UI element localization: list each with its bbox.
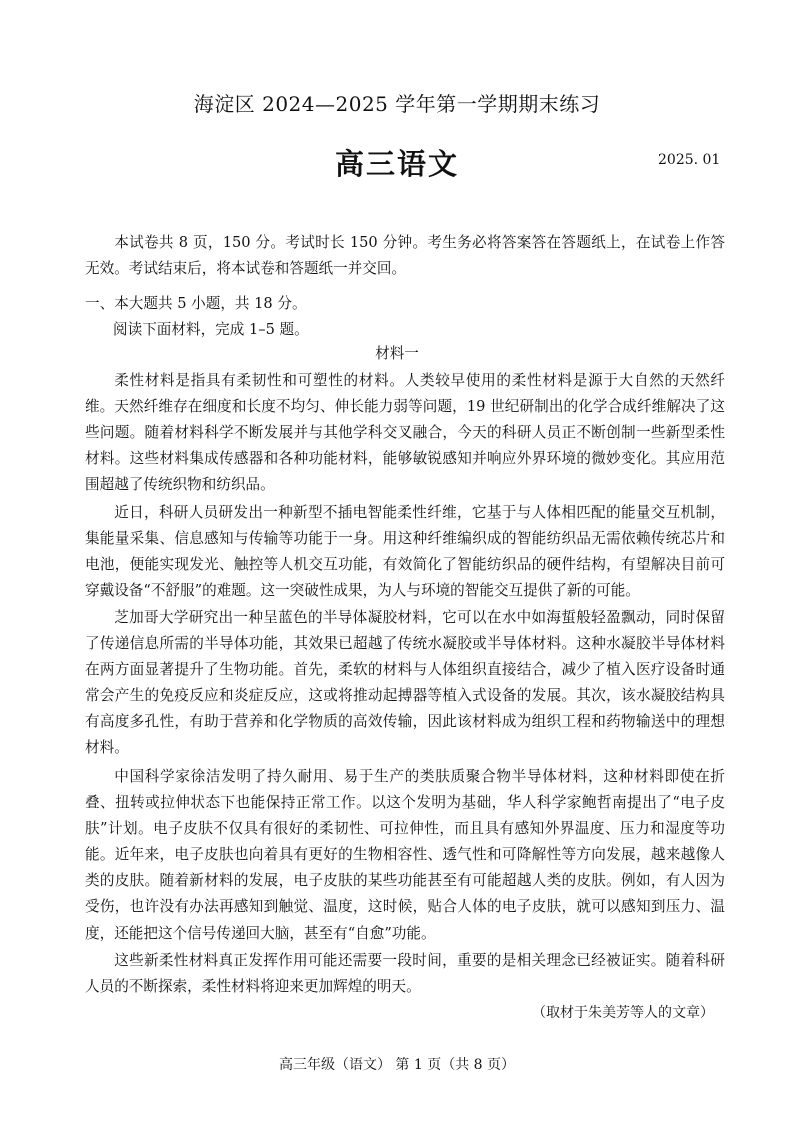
exam-title: 海淀区 2024—2025 学年第一学期期末练习 bbox=[193, 92, 601, 116]
subject-title: 高三语文 bbox=[334, 147, 459, 181]
paragraph-1: 柔性材料是指具有柔韧性和可塑性的材料。人类较早使用的柔性材料是源于大自然的天然纤维。天然纤维存在细度和长度不均匀、伸长能力弱等问题，19 世纪研制出的化学合成纤维解决了这些问题。随着材料科学不断发展并与其他学科交叉融合，今天的科研人员正不断创制一些新型柔性材料。这些材料集成传感器和各种功能材料，能够敏锐感知并响应外界环境的微妙变化。其应用范围超越了传统织物和纺织品。 bbox=[85, 372, 725, 494]
paragraph-5: 这些新柔性材料真正发挥作用可能还需要一段时间，重要的是相关理念已经被证实。随着科研人员的不断探索，柔性材料将迎来更加辉煌的明天。 bbox=[85, 952, 725, 996]
exam-date: 2025. 01 bbox=[658, 152, 721, 168]
section-heading: 一、本大题共 5 小题，共 18 分。 bbox=[85, 295, 307, 312]
paragraph-4: 中国科学家徐洁发明了持久耐用、易于生产的类肤质聚合物半导体材料，这种材料即使在折叠、扭转或拉伸状态下也能保持正常工作。以这个发明为基础，华人科学家鲍哲南提出了“电子皮肤”计划。电子皮肤不仅具有很好的柔韧性、可拉伸性，而且具有感知外界温度、压力和湿度等功能。近年来，电子皮肤也向着具有更好的生物相容性、透气性和可降解性等方向发展，越来越像人类的皮肤。随着新材料的发展，电子皮肤的某些功能甚至有可能超越人类的皮肤。例如，有人因为受伤，也许没有办法再感知到触觉、温度，这时候，贴合人体的电子皮肤，就可以感知到压力、温度，还能把这个信号传递回大脑，甚至有“自愈”功能。 bbox=[85, 768, 725, 942]
paragraph-2: 近日，科研人员研发出一种新型不插电智能柔性纤维，它基于与人体相匹配的能量交互机制，集能量采集、信息感知与传输等功能于一身。用这种纤维编织成的智能纺织品无需依赖传统芯片和电池，便能实现发光、触控等人机交互功能，有效简化了智能纺织品的硬件结构，有望解决目前可穿戴设备“不舒服”的难题。这一突破性成果，为人与环境的智能交互提供了新的可能。 bbox=[85, 504, 725, 600]
reading-prompt: 阅读下面材料，完成 1–5 题。 bbox=[113, 321, 309, 338]
paragraph-3: 芝加哥大学研究出一种呈蓝色的半导体凝胶材料，它可以在水中如海蜇般轻盈飘动，同时保留了传递信息所需的半导体功能，其效果已超越了传统水凝胶或半导体材料。这种水凝胶半导体材料在两方面显著提升了生物功能。首先，柔软的材料与人体组织直接结合，减少了植入医疗设备时通常会产生的免疫反应和炎症反应，这或将推动起搏器等植入式设备的发展。其次，该水凝胶结构具有高度多孔性，有助于营养和化学物质的高效传输，因此该材料成为组织工程和药物输送中的理想材料。 bbox=[85, 609, 725, 757]
source-citation: （取材于朱美芳等人的文章） bbox=[532, 1005, 714, 1021]
exam-instructions: 本试卷共 8 页，150 分。考试时长 150 分钟。考生务必将答案答在答题纸上，在试卷上作答无效。考试结束后，将本试卷和答题纸一并交回。 bbox=[85, 234, 725, 278]
material-title: 材料一 bbox=[375, 345, 419, 362]
page-footer: 高三年级（语文） 第 1 页（共 8 页） bbox=[278, 1057, 516, 1073]
